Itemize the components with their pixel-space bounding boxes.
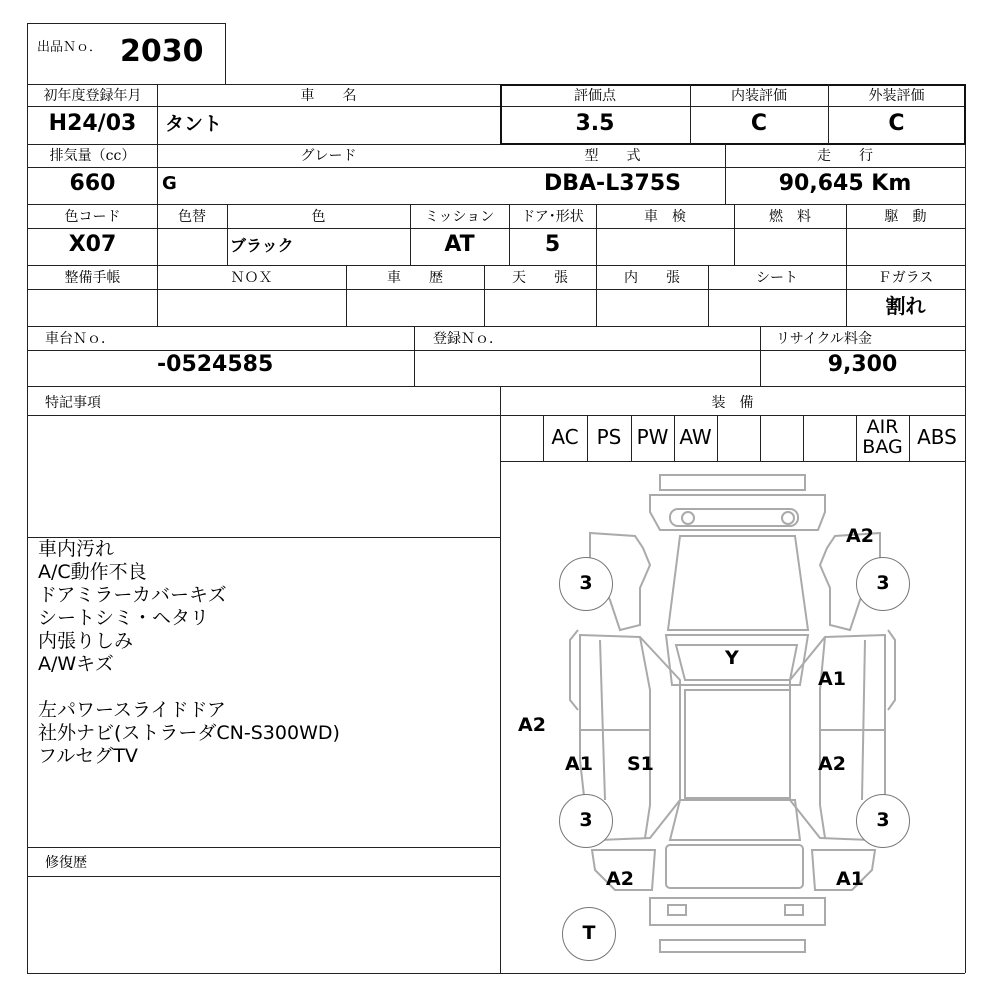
model-type-label: 型 式 (584, 148, 641, 164)
drive-label: 駆 動 (884, 209, 927, 225)
color-label: 色 (311, 209, 326, 225)
equipment-item-aw: AW (679, 425, 712, 449)
remark-line: シートシミ・ヘタリ (38, 607, 210, 629)
damage-mark: A2 (606, 868, 634, 890)
maintenance-record-label: 整備手帳 (64, 270, 121, 286)
lot-number: 2030 (120, 34, 204, 69)
transmission-label: ミッション (424, 209, 495, 225)
model-name: タント (165, 113, 223, 135)
exterior-grade-label: 外装評価 (868, 88, 925, 104)
damage-mark: A1 (818, 668, 846, 690)
damage-mark: S1 (627, 753, 654, 775)
color-code: X07 (68, 232, 117, 257)
interior-grade-label: 内装評価 (731, 88, 787, 104)
damage-mark: Y (725, 647, 739, 669)
recycle-fee-label: リサイクル料金 (776, 331, 873, 347)
equipment-item-pw: PW (636, 425, 669, 449)
headliner-label: 天 張 (512, 270, 568, 286)
remark-line: 左パワースライドドア (38, 699, 226, 721)
displacement: 660 (69, 171, 116, 196)
score-label: 評価点 (574, 88, 616, 104)
remark-line: ドアミラーカバーキズ (38, 584, 227, 606)
remark-line: フルセグTV (38, 745, 138, 767)
interior-trim-label: 内 張 (624, 270, 680, 286)
damage-mark: A1 (565, 753, 593, 775)
front-glass-label: Ｆガラス (877, 270, 934, 286)
equipment-item-abs: ABS (917, 425, 957, 449)
mileage-label: 走 行 (817, 148, 873, 164)
damage-mark: A2 (518, 714, 546, 736)
repair-history-label: 修復歴 (45, 855, 87, 871)
car-diagram (500, 461, 965, 973)
damage-mark: A1 (836, 868, 864, 890)
exterior-grade: C (888, 111, 905, 136)
wheel-front-right: 3 (856, 557, 910, 611)
damage-mark: A2 (846, 525, 874, 547)
color-code-label: 色コード (64, 209, 121, 225)
registration-number-label: 登録Ｎｏ． (433, 331, 503, 347)
equipment-label: 装 備 (711, 395, 754, 411)
remarks-list (38, 538, 340, 768)
grade: G (162, 173, 177, 194)
equipment-item-airbag: AIR BAG (862, 416, 903, 458)
remark-line (38, 676, 340, 699)
chassis-number-label: 車台Ｎｏ． (45, 331, 115, 347)
wheel-rear-right: 3 (856, 794, 910, 848)
recycle-fee: 9,300 (827, 352, 898, 377)
special-notes-label: 特記事項 (45, 395, 101, 411)
remark-line: 社外ナビ(ストラーダCN-S300WD) (38, 722, 340, 744)
interior-grade: C (750, 111, 768, 136)
fuel-label: 燃 料 (769, 209, 811, 225)
wheel-front-left: 3 (559, 557, 613, 611)
doors: 5 (544, 232, 561, 257)
model-name-label: 車 名 (300, 88, 357, 104)
repaint-label: 色替 (178, 209, 206, 225)
first-registration: H24/03 (48, 111, 137, 136)
score: 3.5 (575, 111, 615, 136)
equipment-item-ac: AC (551, 425, 579, 449)
lot-number-label: 出品Ｎｏ． (37, 40, 103, 55)
front-glass: 割れ (885, 294, 926, 318)
remark-line: 車内汚れ (38, 538, 115, 560)
spare-tire: T (562, 907, 616, 961)
remark-line: 内張りしみ (38, 630, 134, 652)
first-registration-label: 初年度登録年月 (43, 88, 142, 104)
chassis-number: -0524585 (157, 352, 274, 377)
grade-label: グレード (300, 148, 357, 164)
vehicle-history-label: 車 歴 (387, 270, 443, 286)
displacement-label: 排気量（cc） (49, 148, 136, 164)
seat-label: シート (756, 270, 798, 286)
mileage: 90,645 Km (778, 171, 912, 196)
inspection-label: 車 検 (644, 209, 686, 225)
remark-line: A/Wキズ (38, 653, 114, 675)
wheel-rear-left: 3 (559, 794, 613, 848)
model-type: DBA-L375S (544, 171, 681, 196)
nox-label: ＮＯＸ (230, 270, 273, 286)
transmission: AT (444, 232, 475, 257)
color: ブラック (230, 236, 294, 255)
damage-mark: A2 (818, 753, 846, 775)
doors-label: ドア･形状 (521, 209, 584, 225)
remark-line: A/C動作不良 (38, 561, 147, 583)
equipment-item-ps: PS (596, 425, 622, 449)
